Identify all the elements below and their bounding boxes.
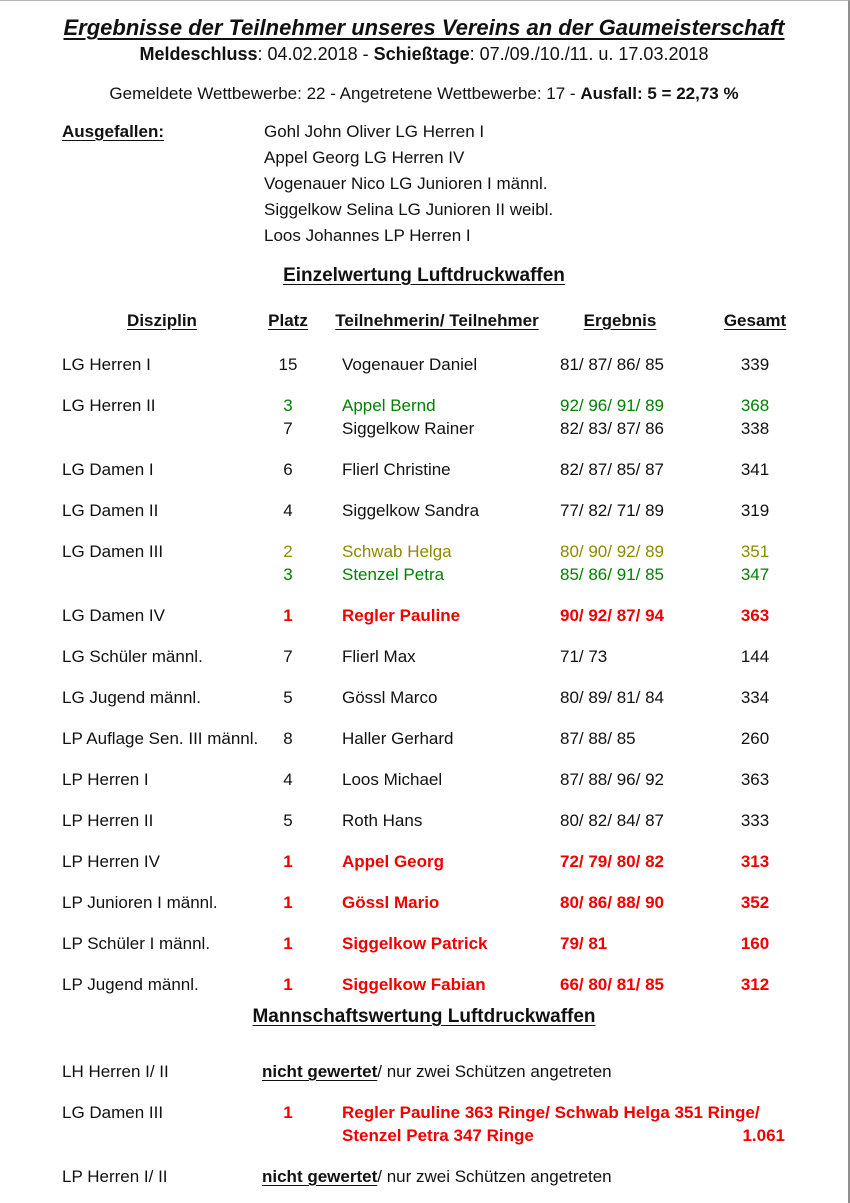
participant-cell: Vogenauer Daniel: [342, 355, 478, 374]
meldeschluss-label: Meldeschluss: [139, 44, 258, 64]
note-rest-text: / nur zwei Schützen angetreten: [377, 1062, 612, 1081]
result-row: [0, 727, 848, 750]
place-cell: 1: [283, 852, 293, 871]
ausgefallen-label: Ausgefallen:: [62, 122, 165, 141]
place-cell: 5: [283, 811, 293, 830]
ausgefallen-item: Vogenauer Nico LG Junioren I männl.: [264, 174, 548, 193]
discipline-cell: LP Junioren I männl.: [62, 893, 218, 912]
mannschaftswertung-title: [0, 1004, 848, 1030]
mannschaftswertung-title-text: Mannschaftswertung Luftdruckwaffen: [252, 1006, 596, 1027]
score-series-cell: 82/ 87/ 85/ 87: [560, 460, 664, 479]
team-members-cell: [314, 1101, 785, 1147]
result-row: [0, 394, 848, 417]
participant-cell: Stenzel Petra: [342, 565, 445, 584]
note-cell: [262, 1165, 848, 1188]
participant-cell: Siggelkow Sandra: [342, 501, 480, 520]
score-series-cell: 66/ 80/ 81/ 85: [560, 975, 664, 994]
discipline-cell: LP Jugend männl.: [62, 975, 199, 994]
participant-cell: Schwab Helga: [342, 542, 452, 561]
team-total: 1.061: [742, 1126, 785, 1145]
score-series-cell: 81/ 87/ 86/ 85: [560, 355, 664, 374]
discipline-cell: LG Herren I: [62, 355, 151, 374]
total-cell: 338: [740, 419, 770, 438]
note-underlined-text: nicht gewertet: [262, 1167, 378, 1186]
score-series-cell: 92/ 96/ 91/ 89: [560, 396, 664, 415]
participant-cell: Roth Hans: [342, 811, 423, 830]
schiesstage-value: : 07./09./10./11. u. 17.03.2018: [469, 44, 709, 64]
einzelwertung-title: [0, 263, 848, 289]
total-cell: 363: [740, 770, 770, 789]
note-rest-text: / nur zwei Schützen angetreten: [377, 1167, 612, 1186]
participant-cell: Siggelkow Fabian: [342, 975, 486, 994]
score-series-cell: 80/ 82/ 84/ 87: [560, 811, 664, 830]
ausgefallen-item: Appel Georg LG Herren IV: [264, 148, 465, 167]
discipline-cell: LG Damen III: [62, 1103, 164, 1122]
header-gesamt: Gesamt: [723, 311, 787, 330]
participant-cell: Siggelkow Rainer: [342, 419, 475, 438]
total-cell: 341: [740, 460, 770, 479]
ausgefallen-item: Loos Johannes LP Herren I: [264, 226, 471, 245]
note-underlined-text: nicht gewertet: [262, 1062, 378, 1081]
header-platz: Platz: [268, 311, 308, 330]
result-row: [0, 686, 848, 709]
place-cell: 6: [283, 460, 293, 479]
total-cell: 339: [740, 355, 770, 374]
total-cell: 334: [740, 688, 770, 707]
discipline-cell: LP Schüler I männl.: [62, 934, 211, 953]
place-cell: 1: [283, 893, 293, 912]
subtitle-line: [0, 43, 848, 65]
page-title: [0, 15, 848, 41]
participant-cell: Flierl Christine: [342, 460, 451, 479]
place-cell: 8: [283, 729, 293, 748]
score-series-cell: 77/ 82/ 71/ 89: [560, 501, 664, 520]
summary-regular: Gemeldete Wettbewerbe: 22 - Angetretene Wettbewerbe: 17 -: [109, 84, 581, 103]
result-row: [0, 499, 848, 522]
total-cell: 312: [740, 975, 770, 994]
score-series-cell: 87/ 88/ 85: [560, 729, 636, 748]
total-cell: 368: [740, 396, 770, 415]
discipline-cell: LG Schüler männl.: [62, 647, 203, 666]
score-series-cell: 90/ 92/ 87/ 94: [560, 606, 664, 625]
place-cell: 4: [283, 770, 293, 789]
place-cell: 1: [283, 975, 293, 994]
result-row: [0, 891, 848, 914]
place-cell: 15: [278, 355, 298, 374]
score-series-cell: 87/ 88/ 96/ 92: [560, 770, 664, 789]
total-cell: 363: [740, 606, 770, 625]
participant-cell: Appel Bernd: [342, 396, 436, 415]
result-row: [0, 604, 848, 627]
discipline-cell: LP Herren II: [62, 811, 154, 830]
total-cell: 333: [740, 811, 770, 830]
result-row: [0, 353, 848, 376]
place-cell: 7: [283, 647, 293, 666]
result-row: [0, 932, 848, 955]
score-series-cell: 72/ 79/ 80/ 82: [560, 852, 664, 871]
total-cell: 319: [740, 501, 770, 520]
ausgefallen-item: Siggelkow Selina LG Junioren II weibl.: [264, 200, 554, 219]
team-line2: Stenzel Petra 347 Ringe: [342, 1126, 534, 1145]
ausgefallen-section: [0, 119, 848, 249]
total-cell: 347: [740, 565, 770, 584]
score-series-cell: 71/ 73: [560, 647, 608, 666]
discipline-cell: LG Jugend männl.: [62, 688, 201, 707]
discipline-cell: LG Damen I: [62, 460, 154, 479]
result-row: [0, 973, 848, 996]
discipline-cell: LP Auflage Sen. III männl.: [62, 729, 259, 748]
page-title-text: Ergebnisse der Teilnehmer unseres Vereins an der Gaumeisterschaft: [63, 15, 785, 40]
total-cell: 313: [740, 852, 770, 871]
place-cell: 2: [283, 542, 293, 561]
participant-cell: Flierl Max: [342, 647, 416, 666]
total-cell: 160: [740, 934, 770, 953]
participant-cell: Gössl Marco: [342, 688, 438, 707]
discipline-cell: LH Herren I/ II: [62, 1062, 169, 1081]
place-cell: 1: [283, 606, 293, 625]
place-cell: 1: [283, 1103, 293, 1122]
result-row: [0, 768, 848, 791]
discipline-cell: [62, 417, 262, 440]
header-disziplin: Disziplin: [127, 311, 197, 330]
score-series-cell: 80/ 90/ 92/ 89: [560, 542, 664, 561]
result-row: [0, 850, 848, 873]
discipline-cell: LG Damen III: [62, 542, 164, 561]
place-cell: 4: [283, 501, 293, 520]
place-cell: 1: [283, 934, 293, 953]
result-row: [0, 563, 848, 586]
team-note-row: [0, 1165, 848, 1188]
team-result-row: [0, 1101, 848, 1147]
score-series-cell: 82/ 83/ 87/ 86: [560, 419, 664, 438]
participant-cell: Regler Pauline: [342, 606, 461, 625]
place-cell: 7: [283, 419, 293, 438]
header-teilnehmer: Teilnehmerin/ Teilnehmer: [335, 311, 539, 330]
discipline-cell: [62, 563, 262, 586]
team-line1: Regler Pauline 363 Ringe/ Schwab Helga 351 Ringe/: [342, 1103, 760, 1122]
header-ergebnis: Ergebnis: [583, 311, 657, 330]
table-header-row: [0, 311, 848, 331]
discipline-cell: LP Herren I/ II: [62, 1167, 168, 1186]
place-cell: 3: [283, 396, 293, 415]
result-row: [0, 417, 848, 440]
einzelwertung-table: [0, 353, 848, 996]
result-row: [0, 540, 848, 563]
total-cell: 260: [740, 729, 770, 748]
discipline-cell: LG Damen IV: [62, 606, 165, 625]
result-row: [0, 645, 848, 668]
participant-cell: Loos Michael: [342, 770, 443, 789]
score-series-cell: 85/ 86/ 91/ 85: [560, 565, 664, 584]
score-series-cell: 80/ 89/ 81/ 84: [560, 688, 664, 707]
team-note-row: [0, 1060, 848, 1083]
discipline-cell: LP Herren IV: [62, 852, 160, 871]
ausgefallen-item: Gohl John Oliver LG Herren I: [264, 122, 485, 141]
discipline-cell: LP Herren I: [62, 770, 149, 789]
result-row: [0, 458, 848, 481]
einzelwertung-title-text: Einzelwertung Luftdruckwaffen: [283, 265, 565, 286]
total-cell: 352: [740, 893, 770, 912]
participant-cell: Siggelkow Patrick: [342, 934, 488, 953]
note-cell: [262, 1060, 848, 1083]
place-cell: 5: [283, 688, 293, 707]
participant-cell: Gössl Mario: [342, 893, 440, 912]
schiesstage-label: Schießtage: [373, 44, 470, 64]
total-cell: 144: [740, 647, 770, 666]
summary-line: [0, 83, 848, 105]
place-cell: 3: [283, 565, 293, 584]
mannschaftswertung-table: [0, 1060, 848, 1188]
meldeschluss-value: : 04.02.2018 -: [257, 44, 374, 64]
ausgefallen-list: [264, 119, 848, 249]
total-cell: 351: [740, 542, 770, 561]
result-row: [0, 809, 848, 832]
participant-cell: Appel Georg: [342, 852, 445, 871]
discipline-cell: LG Damen II: [62, 501, 159, 520]
participant-cell: Haller Gerhard: [342, 729, 454, 748]
score-series-cell: 79/ 81: [560, 934, 608, 953]
discipline-cell: LG Herren II: [62, 396, 156, 415]
summary-bold: Ausfall: 5 = 22,73 %: [580, 84, 739, 103]
score-series-cell: 80/ 86/ 88/ 90: [560, 893, 664, 912]
